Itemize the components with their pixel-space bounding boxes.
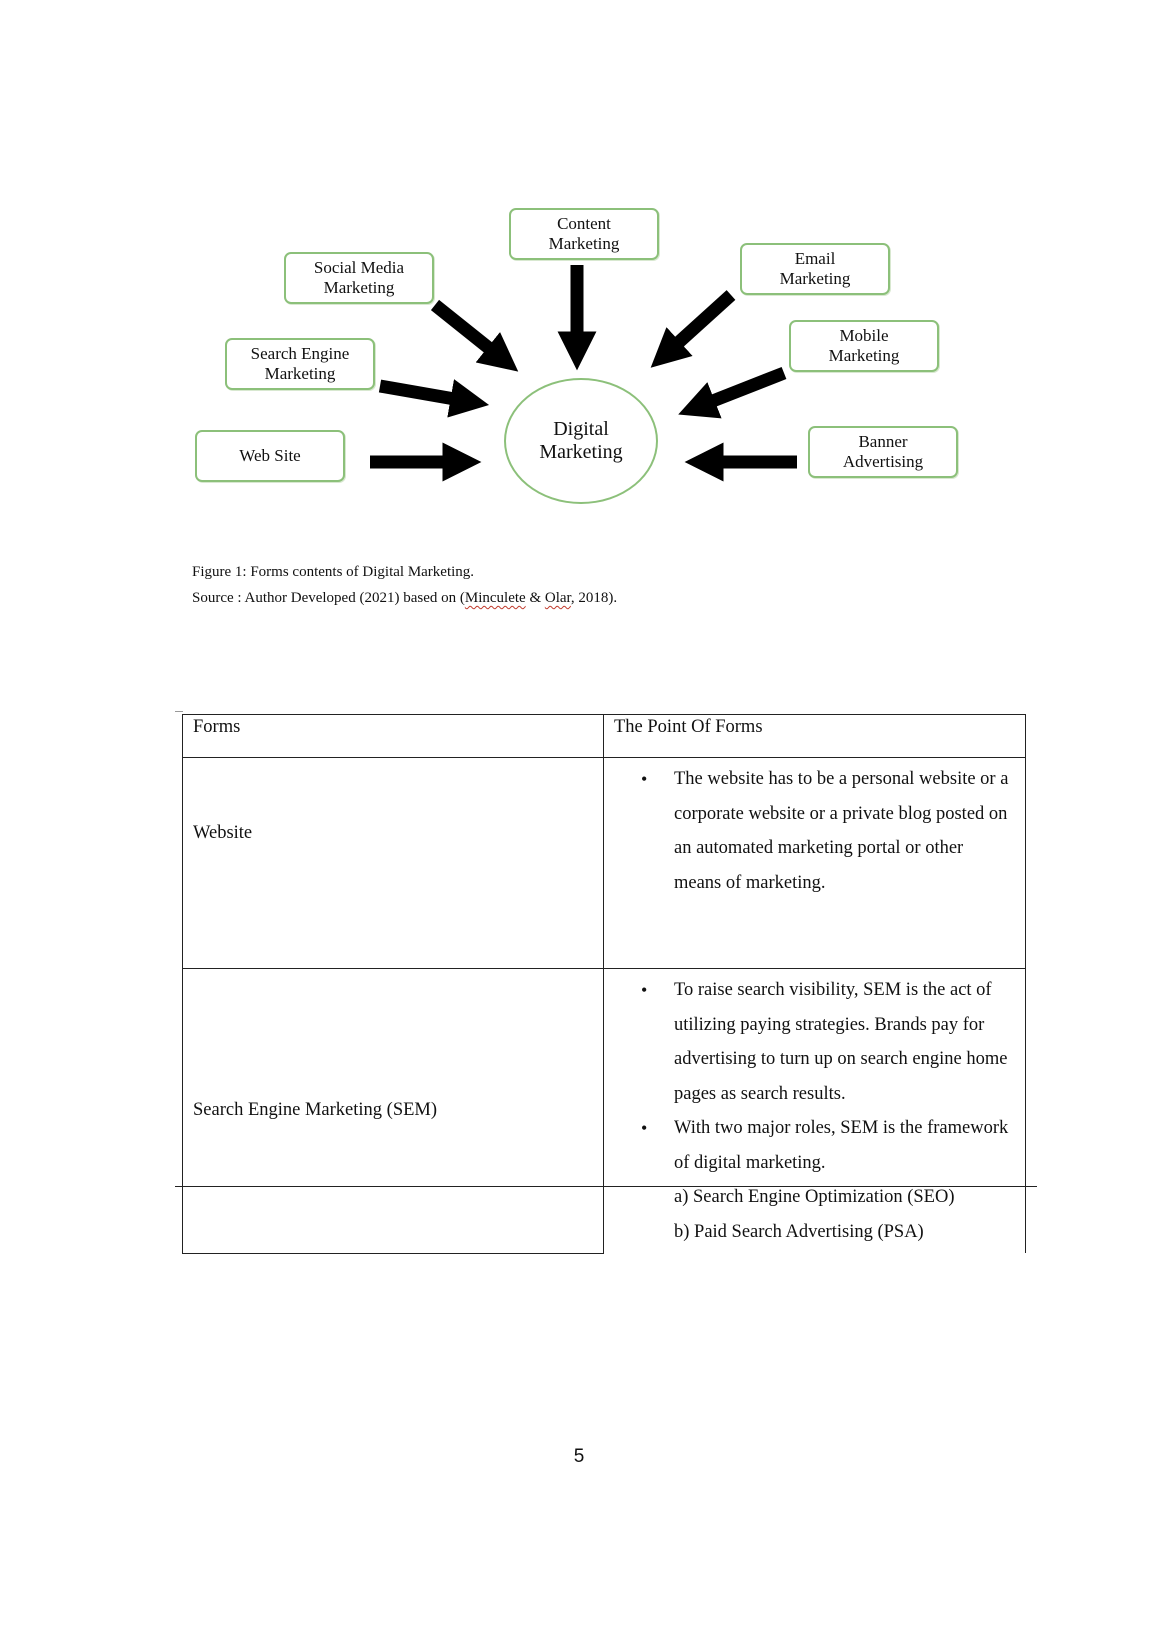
bullet-point: • The website has to be a personal website or a corporate website or a private blog posted on an automated marketing portal or other means of marketing. — [674, 762, 1015, 900]
digital-marketing-diagram — [0, 0, 1158, 540]
node-web-site — [195, 430, 345, 482]
hub-label: Digital Marketing — [539, 418, 623, 463]
row-form-website: Website — [183, 758, 604, 969]
header-forms: Forms — [183, 715, 604, 758]
node-search-label: Search Engine Marketing — [250, 344, 350, 383]
node-email-label: Email Marketing — [779, 249, 851, 288]
page-number: 5 — [573, 1446, 585, 1467]
table-row — [183, 758, 1026, 969]
node-mobile-label: Mobile Marketing — [828, 326, 900, 365]
node-social-label: Social Media Marketing — [313, 258, 405, 297]
forms-table — [182, 714, 1026, 1254]
arrow-search — [380, 386, 466, 401]
sub-item-seo: a) Search Engine Optimization (SEO) — [674, 1187, 955, 1207]
source-caption — [192, 590, 617, 607]
node-mobile-marketing — [789, 320, 939, 372]
source-author1: Minculete — [464, 590, 526, 606]
source-amp: & — [525, 590, 545, 606]
table-row — [183, 969, 1026, 1254]
row-points-sem — [604, 969, 1026, 1254]
source-suffix: , 2018). — [570, 590, 618, 606]
arrow-social — [435, 305, 500, 357]
node-search-engine-marketing — [225, 338, 375, 390]
node-email-marketing — [740, 243, 890, 295]
node-social-media-marketing — [284, 252, 434, 304]
table-corner-mark — [175, 711, 183, 712]
arrow-mobile — [700, 373, 784, 406]
figure-caption — [192, 564, 474, 581]
row-points-website — [604, 758, 1026, 969]
bullet-point: • To raise search visibility, SEM is the act of utilizing paying strategies. Brands pay for advertising to turn up on search engine home pages as search results. — [674, 973, 1015, 1111]
row-form-sem: Search Engine Marketing (SEM) — [183, 969, 604, 1254]
table-bottom-rule — [175, 1186, 1037, 1187]
node-content-label: Content Marketing — [548, 214, 620, 253]
arrow-email — [668, 295, 731, 352]
source-author2: Olar — [544, 590, 571, 606]
node-banner-advertising — [808, 426, 958, 478]
bullet-point: • With two major roles, SEM is the framework of digital marketing. — [674, 1111, 1015, 1180]
source-prefix: Source : Author Developed (2021) based on ( — [192, 590, 465, 606]
hub-digital-marketing — [504, 378, 658, 504]
node-content-marketing — [509, 208, 659, 260]
sub-item-psa: b) Paid Search Advertising (PSA) — [674, 1221, 924, 1242]
node-website-label: Web Site — [239, 446, 301, 465]
figure-caption-text: Figure 1: Forms contents of Digital Marketing. — [192, 564, 475, 580]
node-banner-label: Banner Advertising — [842, 432, 924, 471]
header-point-of-forms: The Point Of Forms — [604, 715, 1026, 758]
table-header-row — [183, 715, 1026, 758]
